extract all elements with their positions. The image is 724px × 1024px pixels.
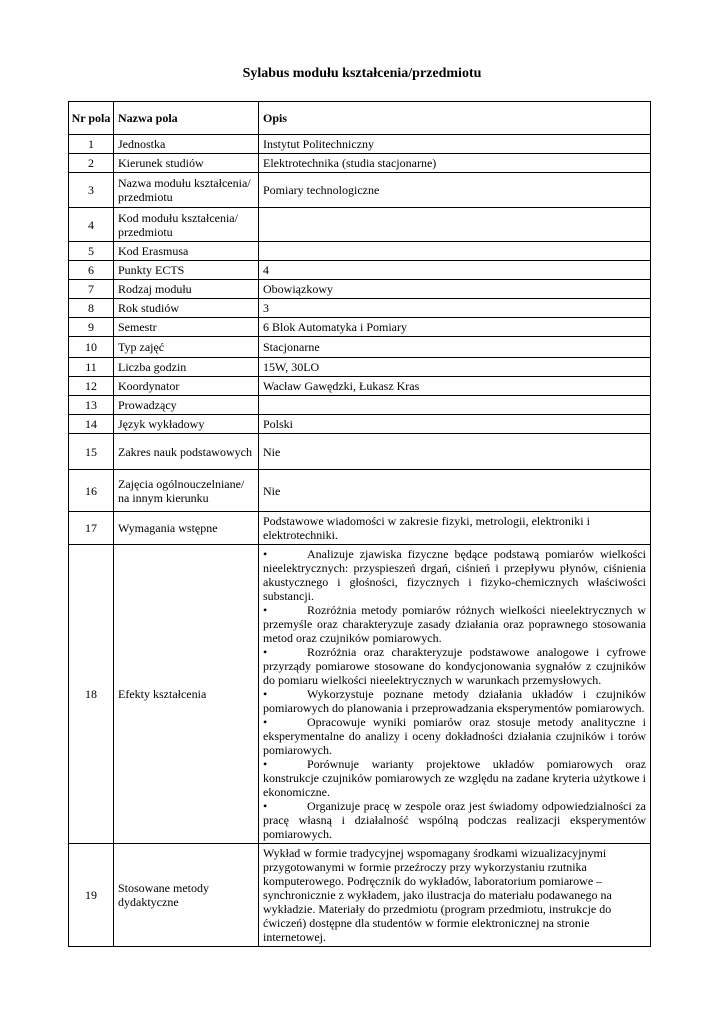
row-nr: 2 <box>69 154 114 173</box>
row-desc: 6 Blok Automatyka i Pomiary <box>259 318 651 337</box>
table-row <box>69 415 651 434</box>
row-nr: 10 <box>69 337 114 358</box>
row-desc: Wacław Gawędzki, Łukasz Kras <box>259 377 651 396</box>
row-desc: Polski <box>259 415 651 434</box>
row-name: Prowadzący <box>114 396 259 415</box>
row-name: Wymagania wstępne <box>114 512 259 545</box>
table-row <box>69 318 651 337</box>
row-nr: 1 <box>69 135 114 154</box>
bullet-icon: • <box>263 645 268 659</box>
table-row <box>69 280 651 299</box>
table-row <box>69 358 651 377</box>
table-header-row <box>69 102 651 135</box>
bullet-icon: • <box>263 799 268 813</box>
row-nr: 15 <box>69 434 114 470</box>
row-nr: 7 <box>69 280 114 299</box>
row-name: Stosowane metody dydaktyczne <box>114 844 259 947</box>
row-name: Typ zajęć <box>114 337 259 358</box>
learning-outcome-item <box>263 687 646 715</box>
learning-outcome-text: Rozróżnia metody pomiarów różnych wielkości nieelektrycznych w przemyśle oraz charakteryzuje zasady działania oraz poprawnego stosowania metod oraz czujników pomiarowych. <box>263 603 646 645</box>
table-row <box>69 242 651 261</box>
row-nr: 16 <box>69 470 114 512</box>
bullet-icon: • <box>263 757 268 771</box>
learning-outcome-item <box>263 603 646 645</box>
row-name: Kod Erasmusa <box>114 242 259 261</box>
row-desc: 15W, 30LO <box>259 358 651 377</box>
bullet-icon: • <box>263 603 268 617</box>
row-nr: 14 <box>69 415 114 434</box>
row-desc: Instytut Politechniczny <box>259 135 651 154</box>
row-name: Koordynator <box>114 377 259 396</box>
row-desc: Podstawowe wiadomości w zakresie fizyki, metrologii, elektroniki i elektrotechniki. <box>259 512 651 545</box>
table-row <box>69 545 651 844</box>
learning-outcome-text: Rozróżnia oraz charakteryzuje podstawowe analogowe i cyfrowe przyrządy pomiarowe stosowane do kondycjonowania sygnałów z czujników do pomiaru wielkości nieelektrycznych w warunkach przemysłowych. <box>263 645 646 687</box>
table-row <box>69 377 651 396</box>
row-nr: 11 <box>69 358 114 377</box>
row-name: Liczba godzin <box>114 358 259 377</box>
row-desc <box>259 396 651 415</box>
document-title: Sylabus modułu kształcenia/przedmiotu <box>242 66 482 81</box>
row-nr: 3 <box>69 173 114 208</box>
table-row <box>69 434 651 470</box>
header-nr: Nr pola <box>69 102 114 135</box>
row-name: Kierunek studiów <box>114 154 259 173</box>
row-name: Rodzaj modułu <box>114 280 259 299</box>
row-desc: Nie <box>259 434 651 470</box>
row-nr: 17 <box>69 512 114 545</box>
row-desc: Nie <box>259 470 651 512</box>
header-name: Nazwa pola <box>114 102 259 135</box>
learning-outcome-text: Analizuje zjawiska fizyczne będące podstawą pomiarów wielkości nieelektrycznych: przyspieszeń drgań, ciśnień i przepływu płynów, ciśnienia akustycznego i głośności, fizycznych i fizyko-chemicznych właściwości substancji. <box>263 547 646 603</box>
row-name: Punkty ECTS <box>114 261 259 280</box>
table-row <box>69 208 651 242</box>
syllabus-table <box>68 101 651 947</box>
row-name: Rok studiów <box>114 299 259 318</box>
row-desc: Elektrotechnika (studia stacjonarne) <box>259 154 651 173</box>
table-row <box>69 135 651 154</box>
learning-outcome-text: Wykorzystuje poznane metody działania układów i czujników pomiarowych do planowania i przeprowadzania eksperymentów pomiarowych. <box>263 687 646 715</box>
row-nr: 12 <box>69 377 114 396</box>
bullet-icon: • <box>263 715 268 729</box>
table-row <box>69 470 651 512</box>
row-nr: 19 <box>69 844 114 947</box>
row-name: Jednostka <box>114 135 259 154</box>
row-name: Semestr <box>114 318 259 337</box>
bullet-icon: • <box>263 547 268 561</box>
row-desc: Obowiązkowy <box>259 280 651 299</box>
row-desc: 4 <box>259 261 651 280</box>
header-desc: Opis <box>259 102 651 135</box>
learning-outcome-item <box>263 645 646 687</box>
table-row <box>69 337 651 358</box>
learning-outcome-text: Organizuje pracę w zespole oraz jest świadomy odpowiedzialności za pracę własną i działalność wspólną podczas realizacji eksperymentów pomiarowych. <box>263 799 646 841</box>
row-nr: 18 <box>69 545 114 844</box>
table-row <box>69 173 651 208</box>
learning-outcome-text: Porównuje warianty projektowe układów pomiarowych oraz konstrukcje czujników pomiarowych ze względu na zadane kryteria użytkowe i ekonomiczne. <box>263 757 646 799</box>
row-name: Język wykładowy <box>114 415 259 434</box>
row-desc: Pomiary technologiczne <box>259 173 651 208</box>
row-nr: 9 <box>69 318 114 337</box>
row-desc <box>259 242 651 261</box>
table-row <box>69 844 651 947</box>
row-name: Efekty kształcenia <box>114 545 259 844</box>
learning-outcome-item <box>263 715 646 757</box>
row-name: Kod modułu kształcenia/ przedmiotu <box>114 208 259 242</box>
table-row <box>69 154 651 173</box>
row-desc: Stacjonarne <box>259 337 651 358</box>
row-name: Zakres nauk podstawowych <box>114 434 259 470</box>
row-name: Nazwa modułu kształcenia/ przedmiotu <box>114 173 259 208</box>
learning-outcome-item <box>263 547 646 603</box>
row-nr: 6 <box>69 261 114 280</box>
row-desc <box>259 208 651 242</box>
table-row <box>69 261 651 280</box>
learning-outcome-text: Opracowuje wyniki pomiarów oraz stosuje metody analityczne i eksperymentalne do analizy i oceny dokładności działania czujników i torów pomiarowych. <box>263 715 646 757</box>
row-desc: 3 <box>259 299 651 318</box>
table-row <box>69 299 651 318</box>
table-row <box>69 396 651 415</box>
row-nr: 13 <box>69 396 114 415</box>
row-nr: 8 <box>69 299 114 318</box>
row-name: Zajęcia ogólnouczelniane/ na innym kierunku <box>114 470 259 512</box>
row-desc: Wykład w formie tradycyjnej wspomagany środkami wizualizacyjnymi przygotowanymi w formie przeźroczy przy wykorzystaniu rzutnika komputerowego. Podręcznik do wykładów, laboratorium pomiarowe – synchronicznie z wykładem, jako ilustracja do materiału podawanego na wykładzie. Materiały do przedmiotu (program przedmiotu, instrukcje do ćwiczeń) dostępne dla studentów w formie elektronicznej na stronie internetowej. <box>259 844 651 947</box>
table-row <box>69 512 651 545</box>
row-nr: 4 <box>69 208 114 242</box>
bullet-icon: • <box>263 687 268 701</box>
row-nr: 5 <box>69 242 114 261</box>
learning-outcome-item <box>263 757 646 799</box>
row-desc <box>259 545 651 844</box>
learning-outcome-item <box>263 799 646 841</box>
